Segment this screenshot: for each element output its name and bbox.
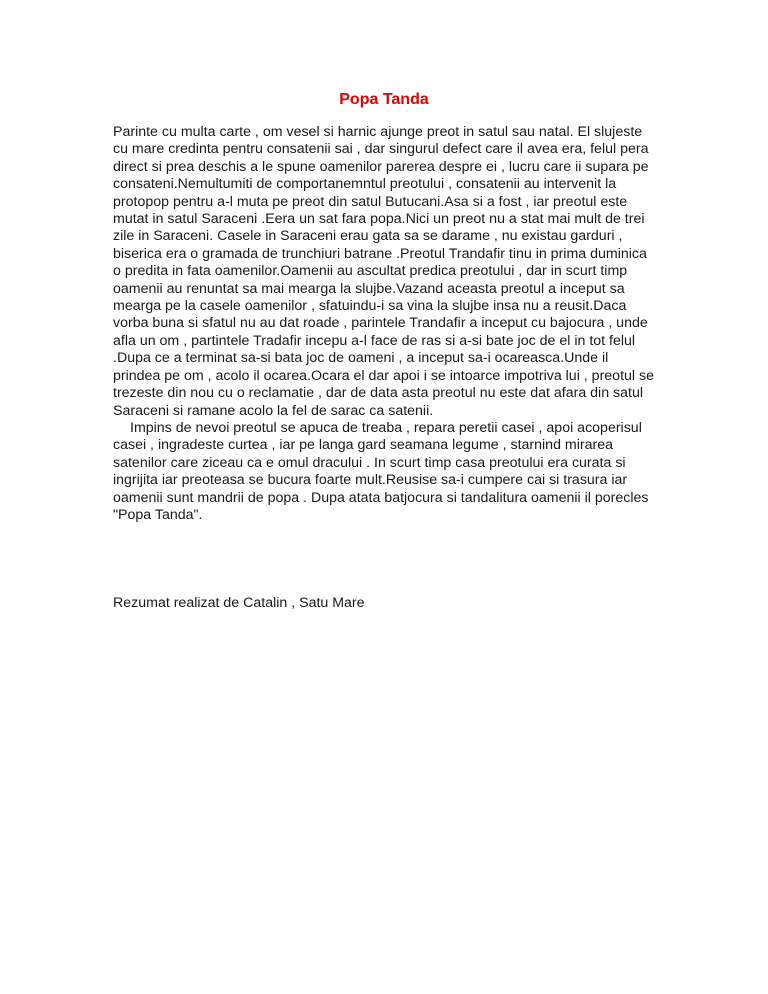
document-body <box>113 124 658 524</box>
paragraph-2: Impins de nevoi preotul se apuca de treaba , repara peretii casei , apoi acoperisul casei , ingradeste curtea , iar pe langa gard seamana legume , starnind mirarea satenilor care ziceau ca e omul dracului . In scurt timp casa preotului era curata si ingrijita iar preoteasa se bucura foarte mult.Reusise sa-i cumpere cai si trasura iar oamenii sunt mandrii de popa . Dupa atata batjocura si tandalitura oamenii il porecles "Popa Tanda". <box>113 419 649 523</box>
document-title: Popa Tanda <box>339 91 429 108</box>
document-signature: Rezumat realizat de Catalin , Satu Mare <box>113 595 365 611</box>
paragraph-1: Parinte cu multa carte , om vesel si harnic ajunge preot in satul sau natal. El slujeste cu mare credinta pentru consatenii sai , dar singurul defect care il avea era, felul pera direct si prea deschis a le spune oamenilor parerea despre ei , lucru care ii supara pe consateni.Nemultumiti de comportanemntul preotului , consatenii au intervenit la protopop pentru a-l muta pe preot din satul Butucani.Asa si a fost , iar preotul este mutat in satul Saraceni .Eera un sat fara popa.Nici un preot nu a stat mai mult de trei zile in Saraceni. Casele in Saraceni erau gata sa se darame , nu existau garduri , biserica era o gramada de trunchiuri batrane .Preotul Trandafir tinu in prima duminica o predita in fata oamenilor.Oamenii au ascultat predica preotului , dar in scurt timp oamenii au renuntat sa mai mearga la slujbe.Vazand aceasta preotul a inceput sa mearga pe la casele oamenilor , sfatuindu-i sa vina la slujbe insa nu a reusit.Daca vorba buna si sfatul nu au dat roade , parintele Trandafir a inceput cu bajocura , unde afla un om , partintele Tradafir incepu a-l face de ras si a-si bate joc de el in tot felul .Dupa ce a terminat sa-si bata joc de oameni , a inceput sa-i ocareasca.Unde il prindea pe om , acolo il ocarea.Ocara el dar apoi i se intoarce impotriva lui , preotul se trezeste din nou cu o reclamatie , dar de data asta preotul nu este dat afara din satul Saraceni si ramane acolo la fel de sarac ca satenii. <box>113 124 654 419</box>
